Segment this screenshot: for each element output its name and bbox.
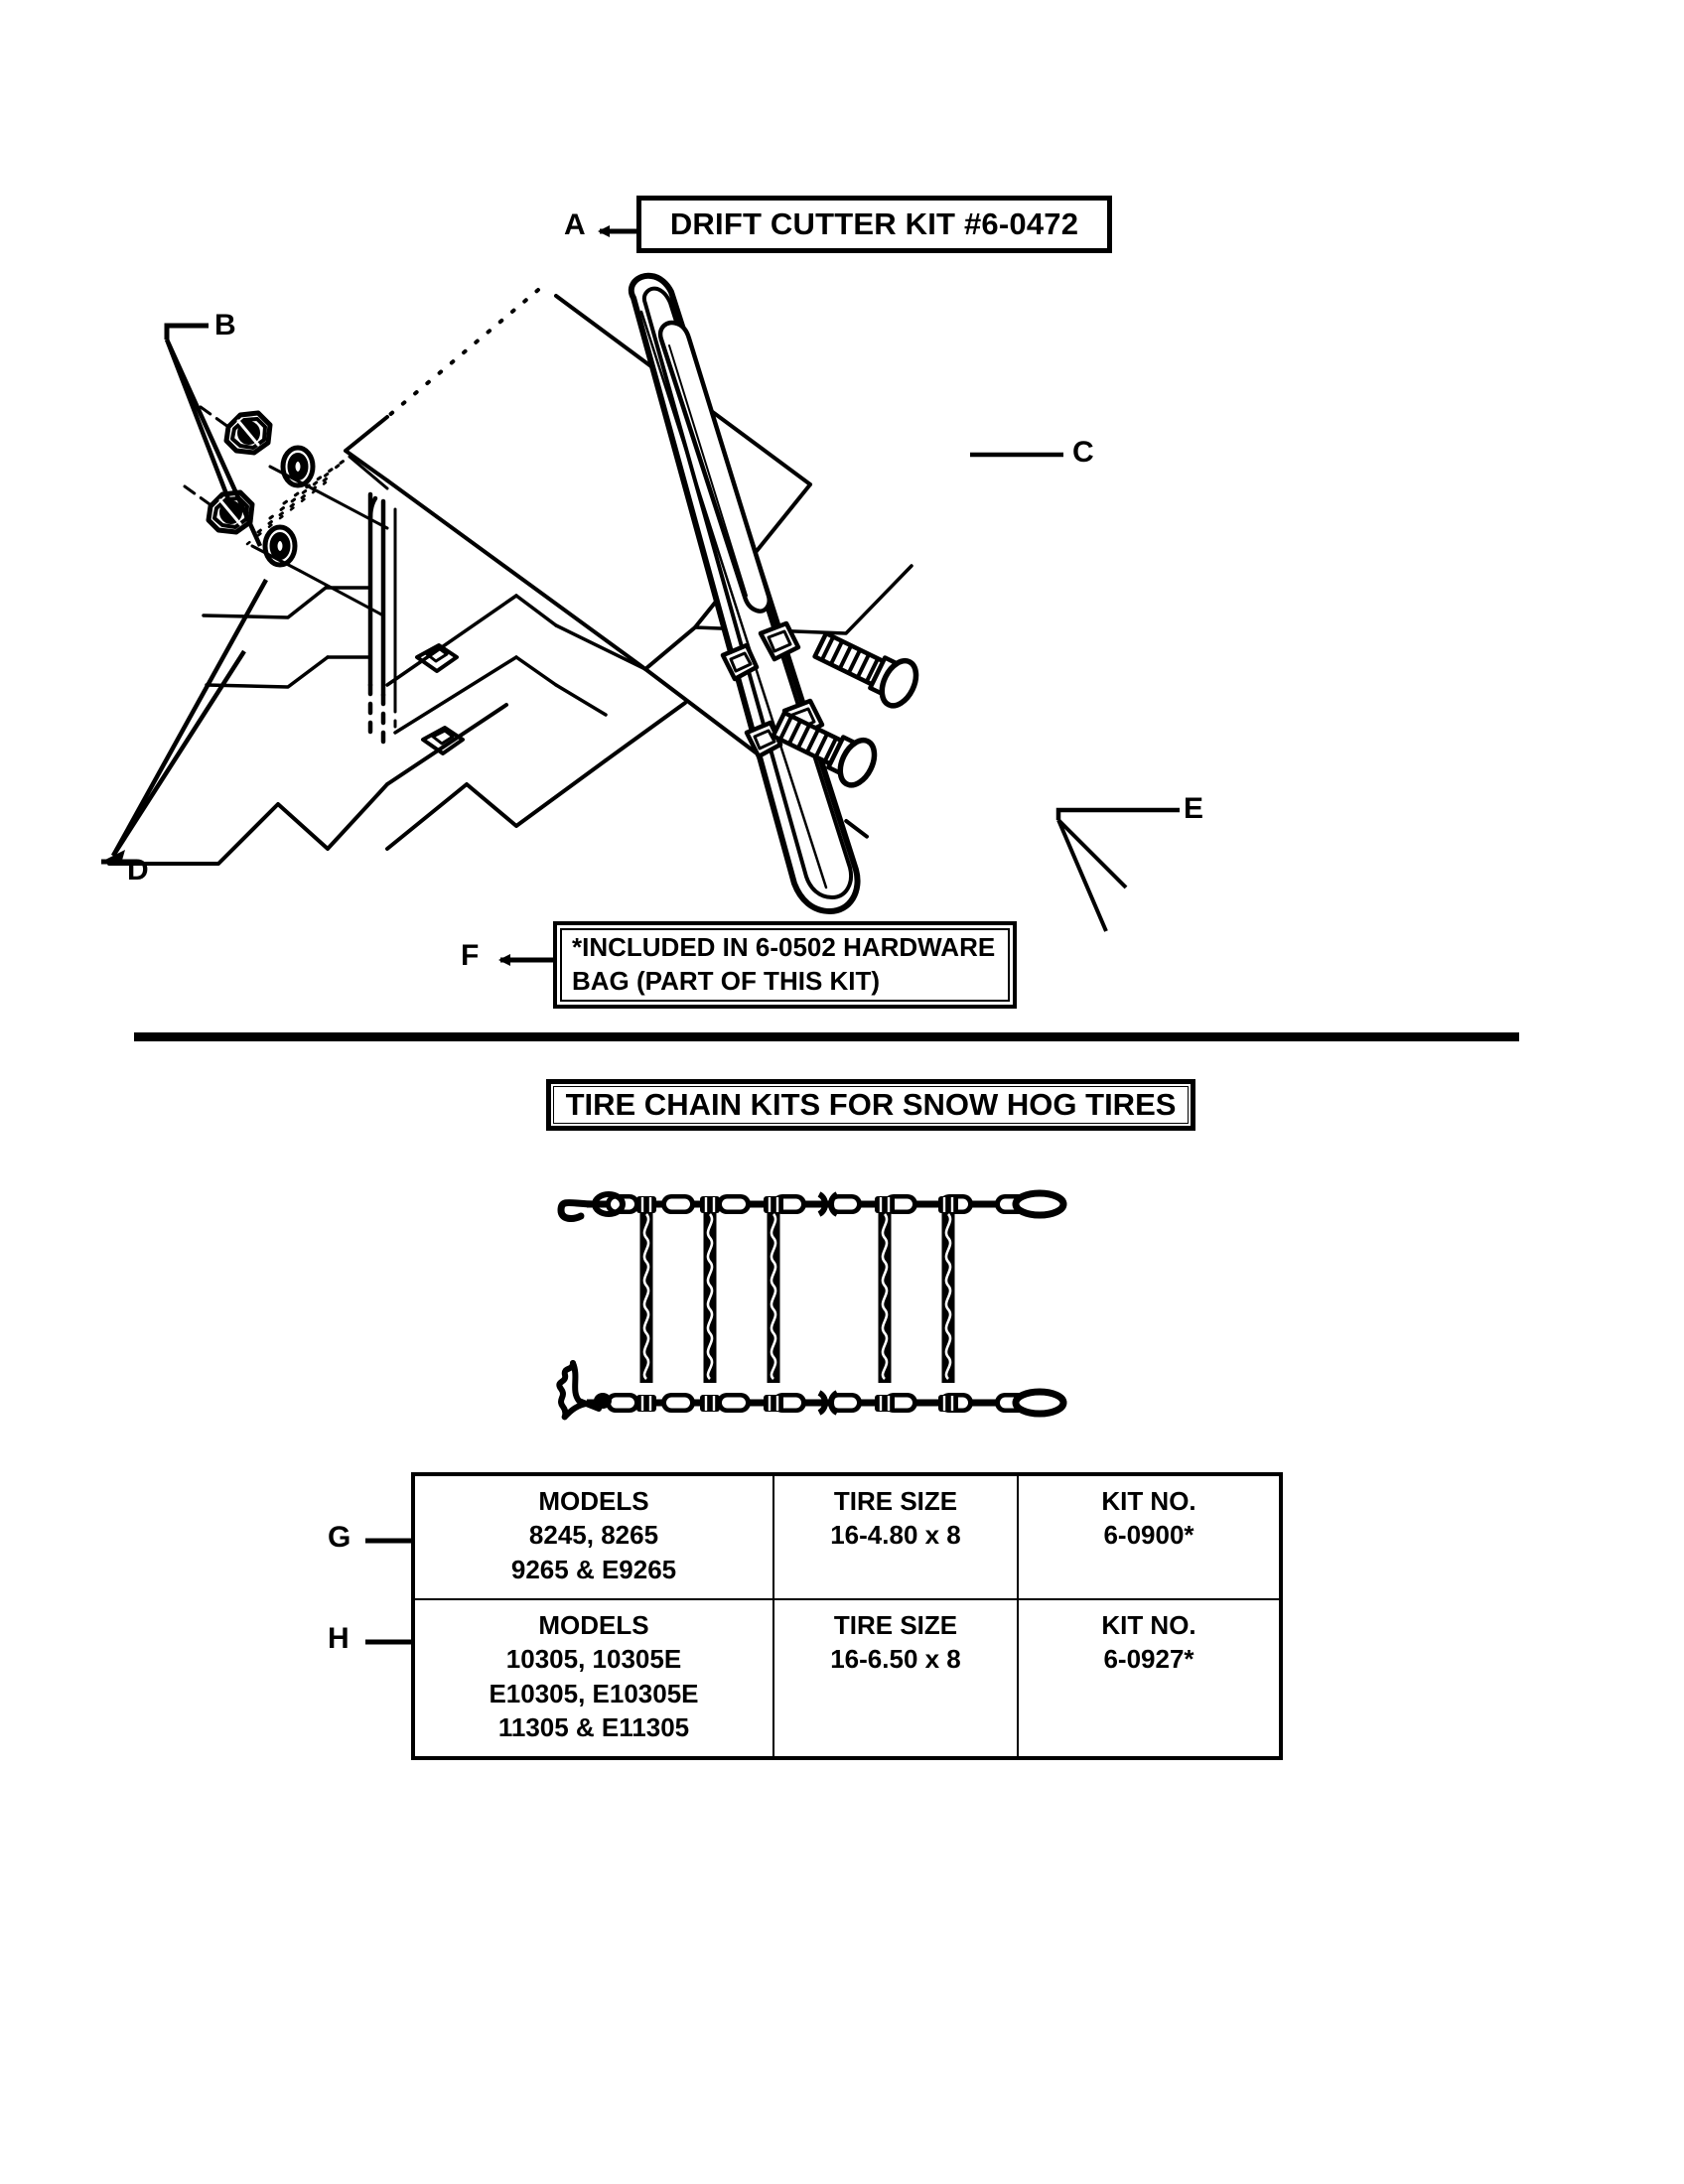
callout-letter-d: D <box>127 854 150 887</box>
hardware-bag-note-line-1: *INCLUDED IN 6-0502 HARDWARE <box>572 932 996 963</box>
callout-letter-g: G <box>328 1521 351 1554</box>
cell-kit-no <box>1018 1599 1281 1758</box>
table-row <box>413 1599 1281 1758</box>
cell-tire-size <box>773 1474 1018 1599</box>
tire-size-value: 16-6.50 x 8 <box>830 1644 961 1675</box>
models-header: MODELS <box>538 1486 649 1516</box>
callout-letter-e: E <box>1184 792 1204 825</box>
callout-c-leader-line <box>968 447 1077 463</box>
models-line: 10305, 10305E <box>505 1644 682 1675</box>
kit-no-header: KIT NO. <box>1101 1486 1196 1516</box>
tire-size-header: TIRE SIZE <box>833 1609 958 1640</box>
section-divider <box>134 1032 1519 1041</box>
hardware-bag-note-box <box>553 921 1017 1009</box>
hardware-bag-note-line-2: BAG (PART OF THIS KIT) <box>572 966 881 996</box>
models-line: 9265 & E9265 <box>510 1554 677 1584</box>
callout-e-leader-lines <box>1041 802 1199 941</box>
kit-no-header: KIT NO. <box>1101 1609 1196 1640</box>
tire-size-header: TIRE SIZE <box>833 1486 958 1516</box>
models-line: 11305 & E11305 <box>497 1711 690 1742</box>
kit-no-value: 6-0900* <box>1103 1520 1194 1551</box>
table-row <box>413 1474 1281 1599</box>
callout-b-leader-lines <box>149 318 387 566</box>
cell-tire-size <box>773 1599 1018 1758</box>
tire-chain-illustration <box>551 1186 1067 1434</box>
models-line: E10305, E10305E <box>489 1678 699 1708</box>
kit-no-value: 6-0927* <box>1103 1644 1194 1675</box>
callout-letter-a: A <box>564 208 587 241</box>
cell-models <box>413 1474 773 1599</box>
models-line: 8245, 8265 <box>528 1520 659 1551</box>
callout-letter-f: F <box>461 939 480 972</box>
cell-kit-no <box>1018 1474 1281 1599</box>
cell-models <box>413 1599 773 1758</box>
tire-chain-kits-title: TIRE CHAIN KITS FOR SNOW HOG TIRES <box>565 1087 1177 1122</box>
drift-cutter-kit-title: DRIFT CUTTER KIT #6-0472 <box>669 206 1079 241</box>
callout-letter-h: H <box>328 1622 351 1655</box>
callout-d-leader-lines <box>95 556 373 874</box>
callout-letter-c: C <box>1072 436 1095 469</box>
tire-chain-kits-title-box <box>546 1079 1195 1131</box>
callout-letter-b: B <box>214 309 237 341</box>
tire-size-value: 16-4.80 x 8 <box>830 1520 961 1551</box>
tire-chain-kits-table <box>411 1472 1283 1760</box>
models-header: MODELS <box>538 1609 649 1640</box>
drift-cutter-kit-title-box <box>636 196 1112 253</box>
